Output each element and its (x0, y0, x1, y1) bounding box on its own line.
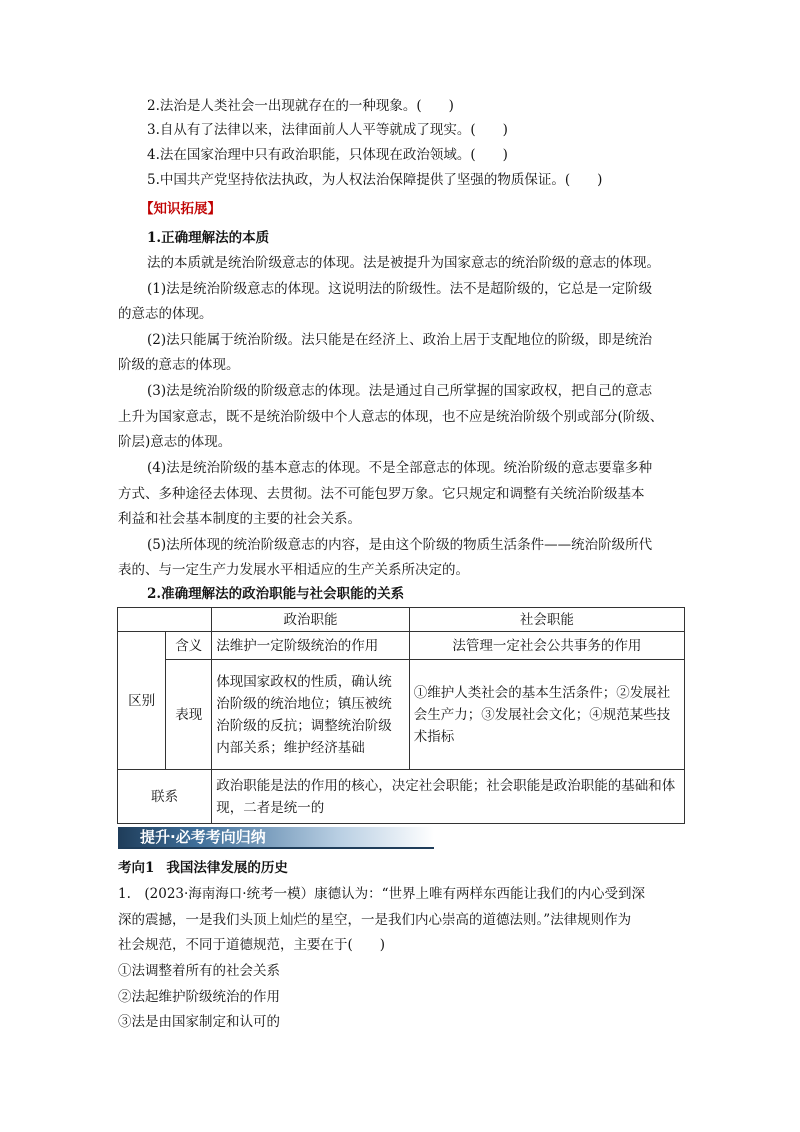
question-stem-line: 深的震撼，一是我们头顶上灿烂的星空，一是我们内心崇高的道德法则。”法律规则作为 (118, 912, 632, 928)
point1-line: (4)法是统治阶级的基本意志的体现。不是全部意志的体现。统治阶级的意志要靠多种 (147, 460, 653, 476)
functions-comparison-table (117, 607, 685, 824)
table-header-political: 政治职能 (212, 608, 409, 632)
table-cell-manifestation-social: ①维护人类社会的基本生活条件；②发展社会生产力；③发展社会文化；④规范某些技术指标 (409, 660, 684, 770)
point1-line: (5)法所体现的统治阶级意志的内容，是由这个阶级的物质生活条件——统治阶级所代 (147, 537, 653, 553)
judgment-item-4: 4.法在国家治理中只有政治职能，只体现在政治领域。( ) (147, 147, 508, 163)
point1-line: (2)法只能属于统治阶级。法只能是在经济上、政治上居于支配地位的阶级，即是统治 (147, 332, 653, 348)
question-option: ①法调整着所有的社会关系 (118, 963, 280, 979)
question-option: ③法是由国家制定和认可的 (118, 1014, 280, 1030)
table-cell-meaning-social: 法管理一定社会公共事务的作用 (409, 632, 684, 660)
table-row-label-manifestation: 表现 (166, 660, 212, 770)
point1-line: 方式、多种途径去体现、去贯彻。法不可能包罗万象。它只规定和调整有关统治阶级基本 (118, 486, 645, 502)
point2-heading: 2.准确理解法的政治职能与社会职能的关系 (147, 586, 405, 602)
point1-line: 阶级的意志的体现。 (118, 357, 240, 373)
table-cell-meaning-political: 法维护一定阶级统治的作用 (212, 632, 409, 660)
point1-line: 法的本质就是统治阶级意志的体现。法是被提升为国家意志的统治阶级的意志的体现。 (147, 255, 660, 271)
point1-line: 上升为国家意志，既不是统治阶级中个人意志的体现，也不应是统治阶级个别或部分(阶级、 (118, 409, 664, 425)
direction-heading (118, 858, 288, 878)
table-row-label-relation: 联系 (118, 770, 212, 824)
judgment-item-2: 2.法治是人类社会一出现就存在的一种现象。( ) (147, 98, 454, 114)
section-title-knowledge-extension: 【知识拓展】 (140, 201, 221, 217)
question-option: ②法起维护阶级统治的作用 (118, 989, 280, 1005)
point1-heading: 1.正确理解法的本质 (147, 230, 270, 246)
question-stem-line: 社会规范，不同于道德规范，主要在于( ) (118, 937, 386, 953)
direction-label: 考向1 (118, 860, 155, 876)
table-header-social: 社会职能 (409, 608, 684, 632)
table-cell-manifestation-political: 体现国家政权的性质，确认统治阶级的统治地位；镇压被统治阶级的反抗；调整统治阶级内部关系；维护经济基础 (212, 660, 409, 770)
judgment-item-5: 5.中国共产党坚持依法执政，为人权法治保障提供了坚强的物质保证。( ) (147, 172, 603, 188)
direction-title: 我国法律发展的历史 (166, 860, 288, 876)
question-stem-line: 1. (2023·海南海口·统考一模）康德认为：“世界上唯有两样东西能让我们的内心受到深 (118, 886, 645, 902)
table-cell-relation: 政治职能是法的作用的核心，决定社会职能；社会职能是政治职能的基础和体现，二者是统一的 (212, 770, 685, 824)
point1-line: 表的、与一定生产力发展水平相适应的生产关系所决定的。 (118, 562, 469, 578)
section-banner-underline (118, 847, 434, 849)
table-row-label-meaning: 含义 (166, 632, 212, 660)
section-banner-title: 提升·必考考向归纳 (140, 828, 266, 846)
table-row-group-difference: 区别 (118, 632, 166, 770)
point1-line: (1)法是统治阶级意志的体现。这说明法的阶级性。法不是超阶级的，它总是一定阶级 (147, 281, 653, 297)
judgment-item-3: 3.自从有了法律以来，法律面前人人平等就成了现实。( ) (147, 122, 508, 138)
point1-line: 的意志的体现。 (118, 306, 213, 322)
table-corner-cell (118, 608, 212, 632)
point1-line: 利益和社会基本制度的主要的社会关系。 (118, 511, 361, 527)
point1-line: (3)法是统治阶级的阶级意志的体现。法是通过自己所掌握的国家政权，把自己的意志 (147, 383, 653, 399)
point1-line: 阶层)意志的体现。 (118, 434, 232, 450)
